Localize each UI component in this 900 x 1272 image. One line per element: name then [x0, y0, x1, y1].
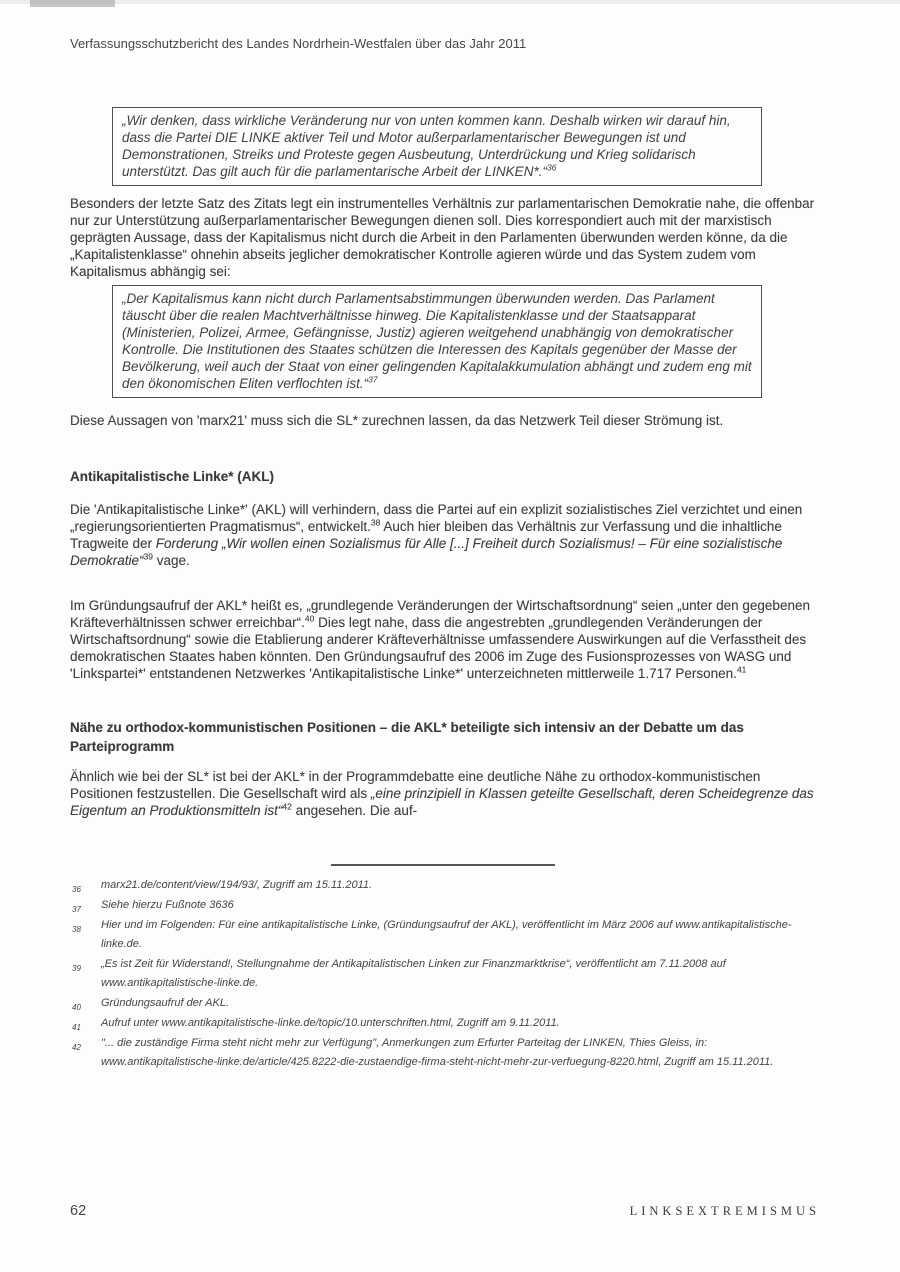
paragraph-4: [70, 597, 815, 682]
footnote-number: 40: [72, 1003, 81, 1012]
running-header: Verfassungsschutzbericht des Landes Nordrhein-Westfalen über das Jahr 2011: [70, 36, 527, 51]
footnote-text: marx21.de/content/view/194/93/, Zugriff am 15.11.2011.: [101, 879, 373, 891]
text-segment: Forderung „Wir wollen einen Sozialismus für Alle [...] Freiheit durch Sozialismus! – Für eine sozialistische Demokratie“: [70, 536, 783, 568]
footnote-text: „Es ist Zeit für Widerstand!, Stellungnahme der Antikapitalistischen Linken zur Finanzmarktkrise“, veröffentlicht am 7.11.2008 auf www.antikapitalistische-linke.de.: [101, 958, 726, 989]
section-heading-akl: Antikapitalistische Linke* (AKL): [70, 469, 275, 484]
quote-box-2: [112, 285, 762, 398]
footnote-item: [70, 916, 812, 954]
text-segment: Ähnlich wie bei der SL* ist bei der AKL* in der Programmdebatte eine deutliche Nähe zu orthodox-kommunistischen Positionen festzustellen. Die Gesellschaft wird als: [70, 769, 761, 801]
page-number: 62: [70, 1203, 87, 1219]
paragraph-3: [70, 501, 815, 569]
text-segment: „Der Kapitalismus kann nicht durch Parlamentsabstimmungen überwunden werden. Das Parlament täuscht über die realen Machtverhältnisse hinweg. Die Kapitalistenklasse und der Staatsapparat (Ministerien, Polizei, Armee, Gefängnisse, Justiz) agieren weitgehend unabhängig von demokratischer Kontrolle. Die Institutionen des Staates schützen die Interessen des Kapitals gegenüber der Masse der Bevölkerung, weil auch der Staat von einer gelingenden Kapitalakkumulation abhängt und zudem eng mit den ökonomischen Eliten verflochten ist.“: [122, 291, 752, 391]
text-segment: Diese Aussagen von 'marx21' muss sich die SL* zurechnen lassen, da das Netzwerk Teil dieser Strömung ist.: [70, 413, 724, 428]
text-segment: „eine prinzipiell in Klassen geteilte Gesellschaft, deren Scheidegrenze das Eigentum an Produktionsmitteln ist“: [70, 786, 814, 818]
text-segment: angesehen. Die auf-: [291, 803, 418, 818]
footnote-text: Siehe hierzu Fußnote 3636: [101, 899, 234, 911]
footnote-reference: 39: [143, 551, 153, 562]
footnote-number: 38: [72, 925, 81, 934]
text-segment: Auch hier bleiben das Verhältnis zur Verfassung und die inhaltliche Tragweite der: [70, 519, 782, 551]
section-heading-debatte: Nähe zu orthodox-kommunistischen Positionen – die AKL* beteiligte sich intensiv an der Debatte um das Parteiprogramm: [70, 720, 744, 754]
footnote-reference: 37: [368, 374, 378, 385]
page-footer: [70, 1203, 820, 1219]
paragraph-2: [70, 412, 815, 429]
text-segment: Die 'Antikapitalistische Linke*' (AKL) will verhindern, dass die Partei auf ein explizit sozialistisches Ziel verzichtet und einen „regierungsorientierten Pragmatismus“, entwickelt.: [70, 502, 803, 534]
paragraph-5: [70, 768, 815, 819]
page-content: [70, 0, 815, 1073]
text-segment: „Wir denken, dass wirkliche Veränderung nur von unten kommen kann. Deshalb wirken wir darauf hin, dass die Partei DIE LINKE aktiver Teil und Motor außerparlamentarischer Bewegungen ist und Demonstrationen, Streiks und Proteste gegen Ausbeutung, Unterdrückung und Krieg solidarisch unterstützt. Das gilt auch für die parlamentarische Arbeit der LINKEN*.“: [122, 113, 731, 179]
footnote-reference: 41: [736, 664, 747, 675]
footnote-list: [70, 876, 812, 1072]
text-segment: Dies legt nahe, dass die angestrebten „grundlegenden Veränderungen der Wirtschaftsordnung“ sowie die Etablierung anderer Kräfteverhältnisse umfassendere Auswirkungen auf die Verfasstheit des demokratischen Staates haben könnten. Den Gründungsaufruf des 2006 im Zuge des Fusionsprozesses von WASG und 'Linkspartei*' entstandenen Netzwerkes 'Antikapitalistische Linke*' unterzeichneten mittlerweile 1.717 Personen.: [70, 615, 807, 681]
footnote-reference: 36: [546, 162, 557, 173]
section-label: LINKSEXTREMISMUS: [629, 1204, 820, 1218]
footnote-item: [70, 896, 812, 915]
footnote-separator: [331, 864, 555, 866]
footnote-reference: 42: [282, 801, 292, 812]
footnote-item: [70, 955, 812, 993]
footnote-text: "... die zuständige Firma steht nicht mehr zur Verfügung", Anmerkungen zum Erfurter Parteitag der LINKEN, Thies Gleiss, in: www.antikapitalistische-linke.de/article/425.8222-die-zustaendige-firma-steht-nicht-mehr-zur-verfuegung-8220.html, Zugriff am 15.11.2011.: [101, 1037, 774, 1068]
footnote-number: 42: [72, 1043, 81, 1052]
text-segment: vage.: [153, 553, 190, 568]
footnote-number: 39: [72, 964, 81, 973]
footnote-item: [70, 876, 812, 895]
footnote-number: 37: [72, 905, 81, 914]
footnote-item: [70, 994, 812, 1013]
footnote-reference: 38: [370, 517, 381, 528]
text-segment: Besonders der letzte Satz des Zitats legt ein instrumentelles Verhältnis zur parlamentarischen Demokratie nahe, die offenbar nur zur Unterstützung außerparlamentarischer Bewegungen dienen soll. Dies korrespondiert auch mit der marxistisch geprägten Aussage, dass der Kapitalismus nicht durch die Arbeit in den Parlamenten überwunden werden könne, da die „Kapitalistenklasse“ ohnehin abseits jeglicher demokratischer Kontrolle agieren würde und das System zudem vom Kapitalismus abhängig sei:: [70, 196, 815, 279]
paragraph-1: [70, 195, 815, 280]
footnote-text: Aufruf unter www.antikapitalistische-linke.de/topic/10.unterschriften.html, Zugriff am 9.11.2011.: [101, 1017, 560, 1029]
footnote-number: 41: [72, 1023, 81, 1032]
text-segment: Im Gründungsaufruf der AKL* heißt es, „grundlegende Veränderungen der Wirtschaftsordnung“ seien „unter den gegebenen Kräfteverhältnissen schwer erreichbar“.: [70, 598, 810, 630]
footnote-text: Gründungsaufruf der AKL.: [101, 997, 230, 1009]
footnote-item: [70, 1034, 812, 1072]
footnote-item: [70, 1014, 812, 1033]
footnote-number: 36: [72, 885, 81, 894]
footnote-text: Hier und im Folgenden: Für eine antikapitalistische Linke, (Gründungsaufruf der AKL), veröffentlicht im März 2006 auf www.antikapitalistische-linke.de.: [101, 919, 792, 950]
quote-box-1: [112, 107, 762, 186]
footnote-reference: 40: [304, 613, 315, 624]
